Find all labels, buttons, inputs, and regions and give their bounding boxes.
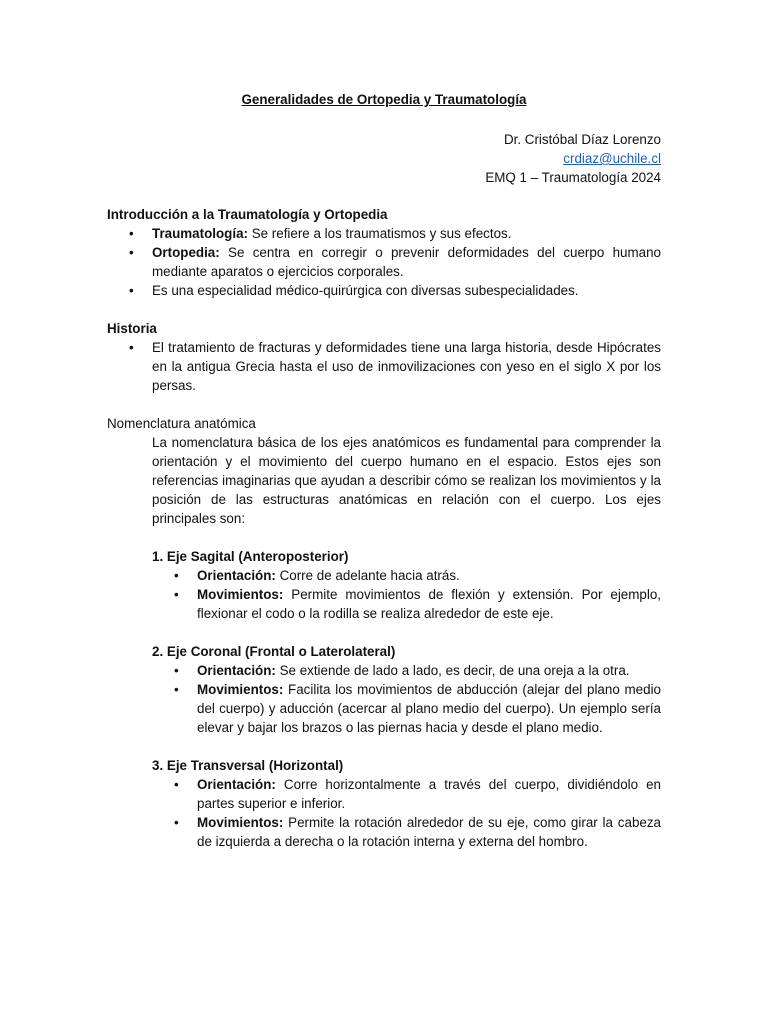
list-item [107,813,661,851]
list-item-term: Orientación: [197,663,276,678]
list-item-term: Movimientos: [197,587,284,602]
author-name: Dr. Cristóbal Díaz Lorenzo [503,132,661,147]
section-heading-nomenclature: Nomenclatura anatómica [107,416,256,431]
list-item-text: El tratamiento de fracturas y deformidades tiene una larga historia, desde Hipócrates en la antigua Grecia hasta el uso de inmovilizaciones con yeso en el siglo X por los persas. [152,340,661,393]
list-item-term: Movimientos: [197,815,284,830]
axis-sagittal-list [107,566,661,623]
list-item [107,281,661,300]
list-item [107,661,661,680]
list-item-text: Se refiere a los traumatismos y sus efectos. [247,226,512,241]
bullet-icon: • [174,815,179,830]
spacer [107,737,661,756]
spacer [107,300,661,319]
bullet-icon: • [174,663,179,678]
bullet-icon: • [174,587,179,602]
bullet-icon: • [129,283,134,298]
bullet-icon: • [174,682,179,697]
section-heading-history: Historia [107,321,157,336]
author-block [485,130,661,187]
list-item-text: Permite movimientos de flexión y extensión. Por ejemplo, flexionar el codo o la rodilla se realiza alrededor de este eje. [197,587,661,621]
history-list [107,338,661,395]
bullet-icon: • [174,568,179,583]
list-item [107,566,661,585]
list-item [107,338,661,395]
spacer [107,395,661,414]
list-item-term: Orientación: [197,777,276,792]
intro-list [107,224,661,300]
list-item-text: Corre horizontalmente a través del cuerpo, dividiéndolo en partes superior e inferior. [197,777,661,811]
axis-heading-transverse: 3. Eje Transversal (Horizontal) [152,758,344,773]
axis-heading-coronal: 2. Eje Coronal (Frontal o Laterolateral) [152,644,396,659]
list-item-term: Traumatología: [152,226,248,241]
list-item-term: Movimientos: [197,682,284,697]
list-item [107,585,661,623]
document-content [107,205,661,851]
list-item-text: Es una especialidad médico-quirúrgica con diversas subespecialidades. [152,283,579,298]
list-item [107,243,661,281]
section-heading-intro: Introducción a la Traumatología y Ortopedia [107,207,388,222]
list-item-text: Permite la rotación alrededor de su eje, como girar la cabeza de izquierda a derecha o la rotación interna y externa del hombro. [197,815,661,849]
spacer [107,528,661,547]
bullet-icon: • [129,226,134,241]
course-label: EMQ 1 – Traumatología 2024 [485,170,661,185]
list-item-text: Facilita los movimientos de abducción (alejar del plano medio del cuerpo) y aducción (acercar al plano medio del cuerpo). Un ejemplo sería elevar y bajar los brazos o las piernas hacia y desde el plano medio. [197,682,661,735]
spacer [107,623,661,642]
list-item [107,775,661,813]
document-title: Generalidades de Ortopedia y Traumatología [241,92,527,107]
list-item-term: Ortopedia: [152,245,220,260]
axis-transverse-list [107,775,661,851]
nomenclature-paragraph: La nomenclatura básica de los ejes anatómicos es fundamental para comprender la orientación y el movimiento del cuerpo humano en el espacio. Estos ejes son referencias imaginarias que ayudan a describir cómo se realizan los movimientos y la posición de las estructuras anatómicas en relación con el cuerpo. Los ejes principales son: [152,435,661,526]
list-item-text: Se centra en corregir o prevenir deformidades del cuerpo humano mediante aparatos o ejercicios corporales. [152,245,661,279]
author-email-link[interactable]: crdiaz@uchile.cl [563,151,661,166]
list-item-term: Orientación: [197,568,276,583]
list-item-text: Corre de adelante hacia atrás. [275,568,460,583]
bullet-icon: • [129,340,134,355]
bullet-icon: • [129,245,134,260]
list-item [107,224,661,243]
list-item [107,680,661,737]
axis-heading-sagittal: 1. Eje Sagital (Anteroposterior) [152,549,349,564]
axis-coronal-list [107,661,661,737]
list-item-text: Se extiende de lado a lado, es decir, de una oreja a la otra. [275,663,630,678]
bullet-icon: • [174,777,179,792]
